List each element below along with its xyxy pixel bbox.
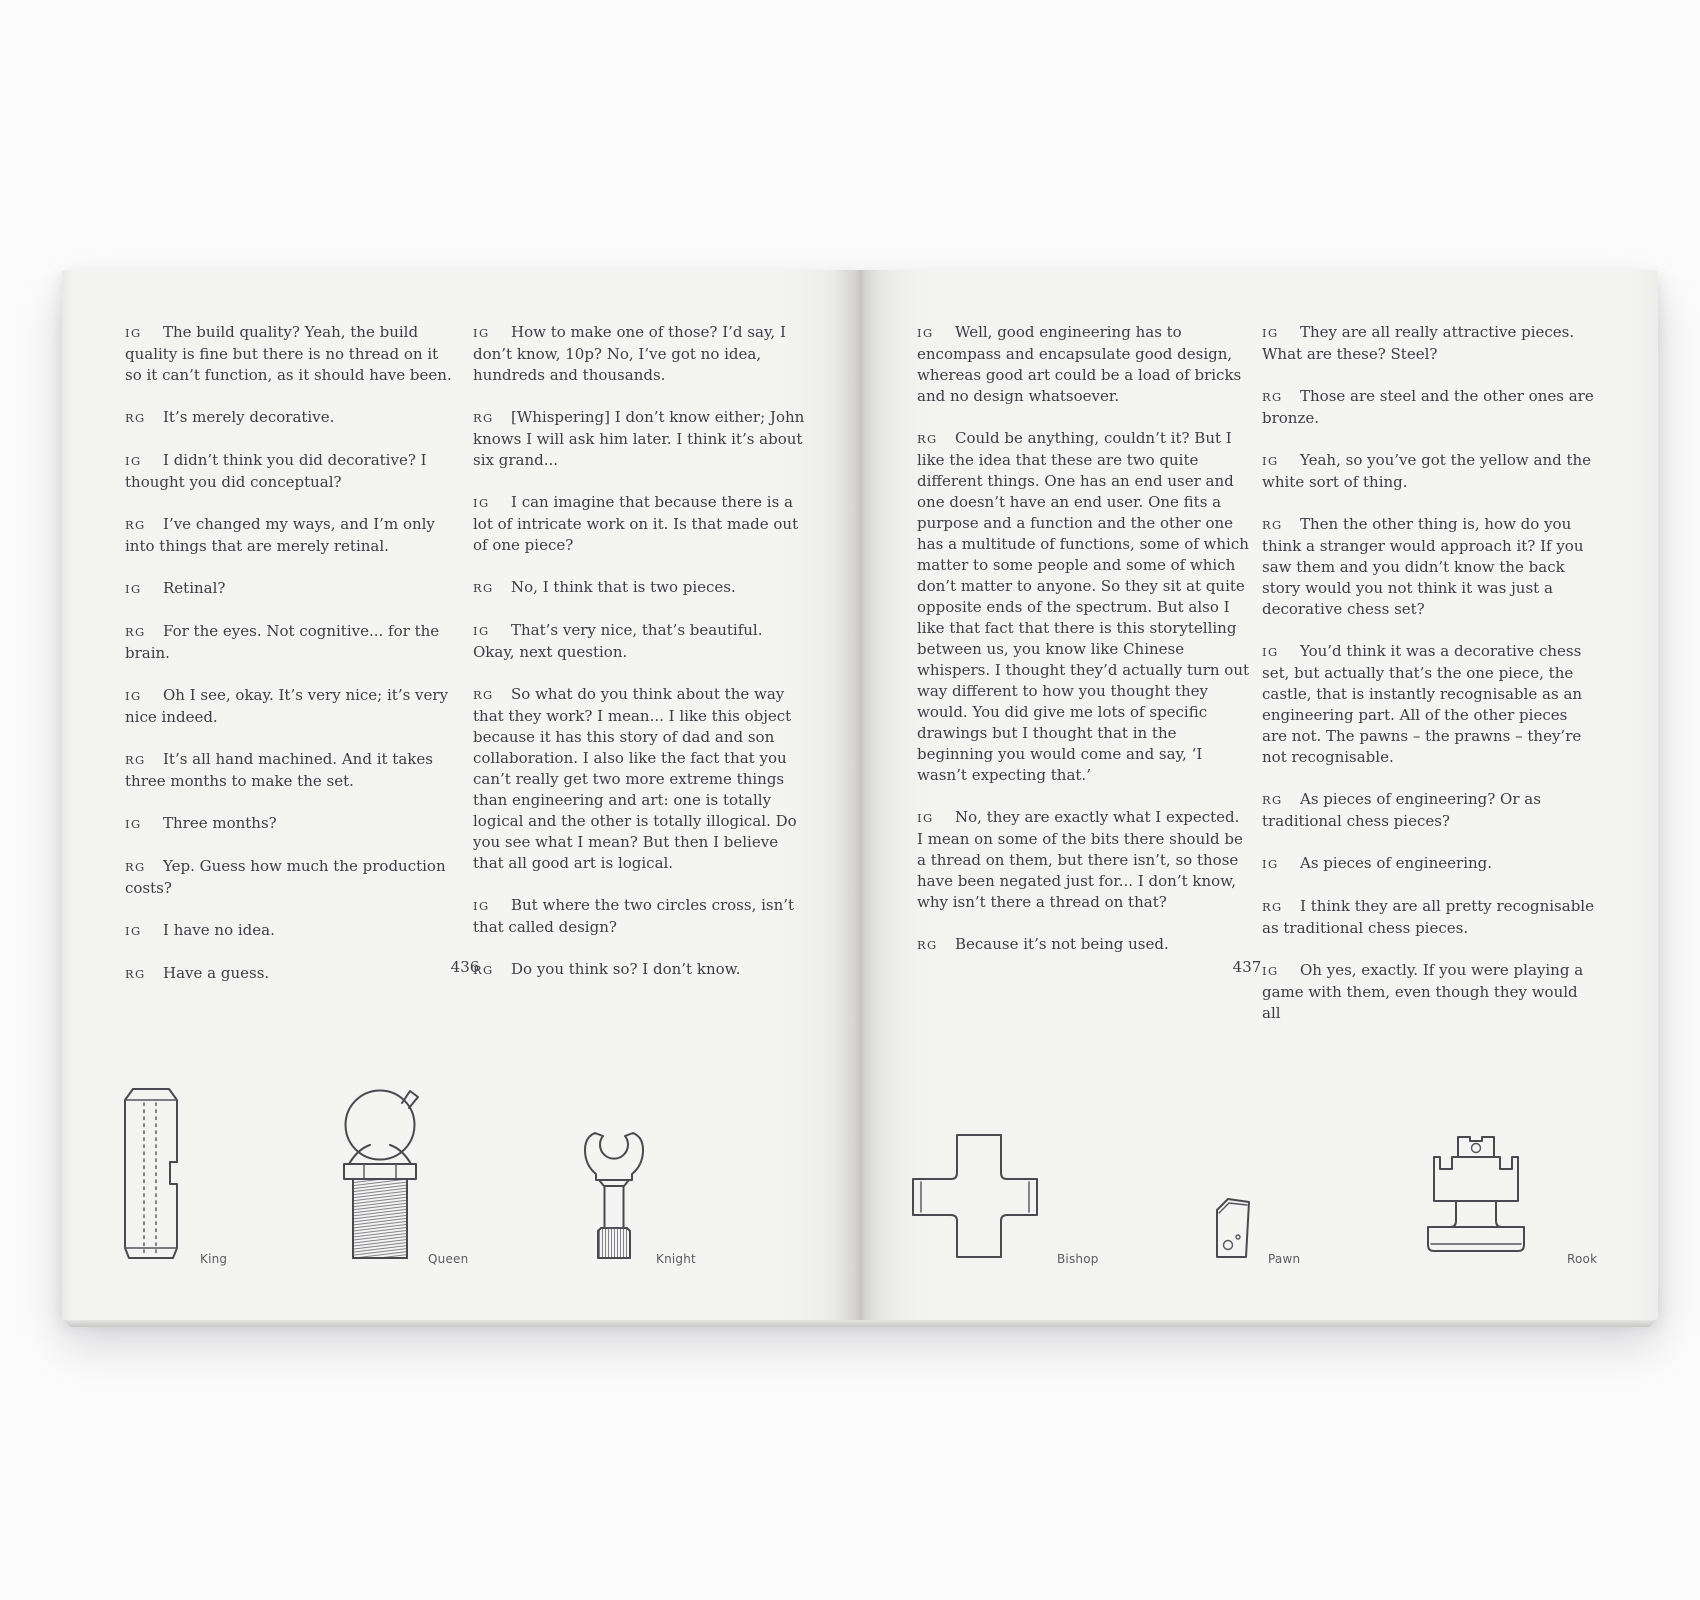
figure-label-king: King bbox=[200, 1252, 228, 1266]
speaker-label: RG bbox=[473, 411, 494, 425]
dialogue-paragraph bbox=[917, 428, 1249, 786]
queen-drawing bbox=[340, 1086, 420, 1262]
dialogue-paragraph bbox=[917, 934, 1249, 956]
dialogue-text: I didn’t think you did decorative? I thought you did conceptual? bbox=[125, 451, 427, 491]
dialogue-text: Yep. Guess how much the production costs? bbox=[125, 857, 446, 897]
speaker-label: RG bbox=[473, 688, 494, 702]
dialogue-paragraph bbox=[1262, 514, 1594, 620]
speaker-label: IG bbox=[1262, 326, 1279, 340]
speaker-label: IG bbox=[917, 811, 934, 825]
dialogue-text: For the eyes. Not cognitive... for the brain. bbox=[125, 622, 440, 662]
dialogue-text: I’ve changed my ways, and I’m only into things that are merely retinal. bbox=[125, 515, 435, 555]
speaker-label: RG bbox=[1262, 793, 1283, 807]
dialogue-paragraph bbox=[1262, 450, 1594, 493]
knight-drawing bbox=[583, 1128, 645, 1260]
speaker-label: IG bbox=[125, 689, 142, 703]
speaker-label: IG bbox=[1262, 454, 1279, 468]
dialogue-text: Yeah, so you’ve got the yellow and the white sort of thing. bbox=[1262, 451, 1592, 491]
dialogue-paragraph bbox=[125, 920, 457, 942]
dialogue-paragraph bbox=[473, 684, 805, 874]
speaker-label: RG bbox=[125, 625, 146, 639]
dialogue-text: I can imagine that because there is a lot of intricate work on it. Is that made out of one piece? bbox=[473, 493, 799, 554]
speaker-label: IG bbox=[473, 326, 490, 340]
speaker-label: RG bbox=[917, 432, 938, 446]
dialogue-text: Oh I see, okay. It’s very nice; it’s very nice indeed. bbox=[125, 686, 449, 726]
dialogue-paragraph bbox=[125, 963, 457, 985]
dialogue-text: As pieces of engineering. bbox=[1300, 854, 1493, 872]
figure-label-knight: Knight bbox=[656, 1252, 696, 1266]
dialogue-paragraph bbox=[473, 959, 805, 981]
dialogue-text: How to make one of those? I’d say, I don’t know, 10p? No, I’ve got no idea, hundreds and thousands. bbox=[473, 323, 786, 384]
dialogue-paragraph bbox=[125, 621, 457, 664]
dialogue-paragraph bbox=[473, 895, 805, 938]
left-page-column-1 bbox=[125, 322, 457, 1006]
figure-label-bishop: Bishop bbox=[1057, 1252, 1099, 1266]
speaker-label: IG bbox=[473, 496, 490, 510]
dialogue-paragraph bbox=[125, 450, 457, 493]
page-number-right: 437 bbox=[1232, 958, 1262, 976]
right-page-column-2 bbox=[1262, 322, 1594, 1045]
speaker-label: IG bbox=[125, 326, 142, 340]
dialogue-paragraph bbox=[125, 856, 457, 899]
speaker-label: RG bbox=[125, 411, 146, 425]
left-page-column-2 bbox=[473, 322, 805, 1002]
dialogue-paragraph bbox=[125, 407, 457, 429]
bishop-drawing bbox=[905, 1133, 1045, 1259]
dialogue-paragraph bbox=[1262, 386, 1594, 429]
speaker-label: IG bbox=[125, 582, 142, 596]
book-gutter bbox=[825, 270, 895, 1320]
dialogue-paragraph bbox=[1262, 641, 1594, 768]
dialogue-text: That’s very nice, that’s beautiful. Okay, next question. bbox=[473, 621, 763, 661]
figure-label-pawn: Pawn bbox=[1268, 1252, 1301, 1266]
speaker-label: IG bbox=[473, 624, 490, 638]
dialogue-paragraph bbox=[473, 322, 805, 386]
page-number-left: 436 bbox=[450, 958, 480, 976]
dialogue-paragraph bbox=[473, 407, 805, 471]
dialogue-paragraph bbox=[125, 685, 457, 728]
dialogue-text: The build quality? Yeah, the build quality is fine but there is no thread on it so it can’t function, as it should have been. bbox=[125, 323, 452, 384]
speaker-label: RG bbox=[125, 967, 146, 981]
dialogue-text: Well, good engineering has to encompass and encapsulate good design, whereas good art could be a load of bricks and no design whatsoever. bbox=[917, 323, 1242, 405]
dialogue-paragraph bbox=[125, 578, 457, 600]
dialogue-paragraph bbox=[125, 749, 457, 792]
dialogue-text: I think they are all pretty recognisable as traditional chess pieces. bbox=[1262, 897, 1594, 937]
speaker-label: IG bbox=[1262, 645, 1279, 659]
speaker-label: RG bbox=[473, 581, 494, 595]
dialogue-paragraph bbox=[125, 322, 457, 386]
speaker-label: RG bbox=[917, 938, 938, 952]
dialogue-text: No, I think that is two pieces. bbox=[511, 578, 736, 596]
right-page-column-1 bbox=[917, 322, 1249, 977]
dialogue-text: It’s merely decorative. bbox=[163, 408, 335, 426]
dialogue-text: Oh yes, exactly. If you were playing a game with them, even though they would all bbox=[1262, 961, 1584, 1022]
dialogue-text: You’d think it was a decorative chess set, but actually that’s the one piece, the castle, that is instantly recognisable as an engineering part. All of the other pieces are not. The pawns – the prawns – they’re not recognisable. bbox=[1262, 642, 1583, 766]
speaker-label: RG bbox=[125, 518, 146, 532]
speaker-label: RG bbox=[473, 963, 494, 977]
dialogue-paragraph bbox=[473, 620, 805, 663]
speaker-label: IG bbox=[125, 817, 142, 831]
dialogue-text: Retinal? bbox=[163, 579, 226, 597]
speaker-label: RG bbox=[1262, 390, 1283, 404]
speaker-label: IG bbox=[125, 454, 142, 468]
king-drawing bbox=[120, 1085, 182, 1263]
open-book-spread bbox=[62, 270, 1658, 1320]
dialogue-paragraph bbox=[1262, 789, 1594, 832]
dialogue-text: It’s all hand machined. And it takes three months to make the set. bbox=[125, 750, 433, 790]
dialogue-text: They are all really attractive pieces. What are these? Steel? bbox=[1262, 323, 1575, 363]
dialogue-text: Have a guess. bbox=[163, 964, 270, 982]
dialogue-paragraph bbox=[473, 492, 805, 556]
dialogue-paragraph bbox=[1262, 960, 1594, 1024]
dialogue-text: Three months? bbox=[163, 814, 277, 832]
figure-label-rook: Rook bbox=[1567, 1252, 1598, 1266]
dialogue-paragraph bbox=[125, 514, 457, 557]
rook-drawing bbox=[1420, 1133, 1532, 1259]
dialogue-text: No, they are exactly what I expected. I mean on some of the bits there should be a thread on them, but there isn’t, so those have been negated just for... I don’t know, why isn’t there a thread on that? bbox=[917, 808, 1243, 911]
dialogue-text: Could be anything, couldn’t it? But I like the idea that these are two quite different things. One has an end user and one doesn’t have an end user. One fits a purpose and a function and the other one has a multitude of functions, some of which matter to some people and some of which don’t matter to anyone. So they sit at quite opposite ends of the spectrum. But also I like that fact that there is this storytelling between us, you know like Chinese whispers. I thought they’d actually turn out way different to how you thought they would. You did give me lots of specific drawings but I thought that in the beginning you would come and say, ‘I wasn’t expecting that.’ bbox=[917, 429, 1250, 784]
dialogue-text: Then the other thing is, how do you think a stranger would approach it? If you saw them and you didn’t know the back story would you not think it was just a decorative chess set? bbox=[1262, 515, 1584, 618]
speaker-label: RG bbox=[125, 860, 146, 874]
dialogue-text: Because it’s not being used. bbox=[955, 935, 1169, 953]
speaker-label: IG bbox=[125, 924, 142, 938]
dialogue-text: Do you think so? I don’t know. bbox=[511, 960, 741, 978]
dialogue-paragraph bbox=[1262, 853, 1594, 875]
speaker-label: IG bbox=[917, 326, 934, 340]
dialogue-paragraph bbox=[917, 807, 1249, 913]
dialogue-paragraph bbox=[125, 813, 457, 835]
dialogue-paragraph bbox=[1262, 896, 1594, 939]
speaker-label: RG bbox=[1262, 518, 1283, 532]
dialogue-text: So what do you think about the way that they work? I mean... I like this object because it has this story of dad and son collaboration. I also like the fact that you can’t really get two more extreme things than engineering and art: one is totally logical and the other is totally illogical. Do you see what I mean? But then I believe that all good art is logical. bbox=[473, 685, 797, 872]
figure-label-queen: Queen bbox=[428, 1252, 469, 1266]
dialogue-paragraph bbox=[473, 577, 805, 599]
dialogue-text: Those are steel and the other ones are bronze. bbox=[1262, 387, 1594, 427]
pawn-drawing bbox=[1212, 1196, 1254, 1260]
speaker-label: IG bbox=[473, 899, 490, 913]
speaker-label: RG bbox=[1262, 900, 1283, 914]
dialogue-paragraph bbox=[1262, 322, 1594, 365]
dialogue-text: I have no idea. bbox=[163, 921, 275, 939]
speaker-label: RG bbox=[125, 753, 146, 767]
dialogue-text: As pieces of engineering? Or as traditional chess pieces? bbox=[1262, 790, 1541, 830]
dialogue-text: [Whispering] I don’t know either; John knows I will ask him later. I think it’s about six grand... bbox=[473, 408, 805, 469]
speaker-label: IG bbox=[1262, 857, 1279, 871]
dialogue-text: But where the two circles cross, isn’t that called design? bbox=[473, 896, 795, 936]
dialogue-paragraph bbox=[917, 322, 1249, 407]
speaker-label: IG bbox=[1262, 964, 1279, 978]
